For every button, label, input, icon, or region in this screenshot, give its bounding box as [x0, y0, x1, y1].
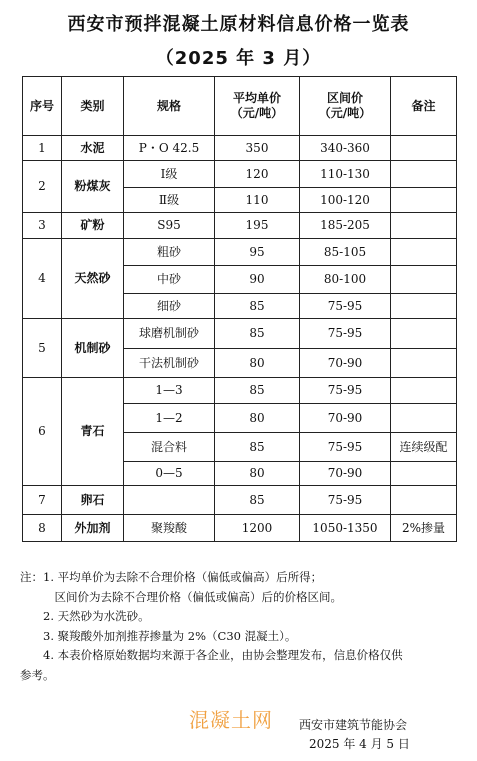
table-body — [23, 136, 457, 542]
table-row — [23, 161, 457, 188]
cell-avg-price: 85 — [215, 319, 300, 349]
cell-remark — [391, 319, 457, 349]
cell-range-price: 340-360 — [300, 136, 391, 161]
cell-remark — [391, 486, 457, 515]
cell-remark — [391, 349, 457, 378]
price-table — [22, 76, 457, 542]
cell-spec: S95 — [124, 213, 215, 239]
cell-avg-price: 80 — [215, 349, 300, 378]
cell-category: 水泥 — [62, 136, 124, 161]
note-line: 3. 聚羧酸外加剂推荐掺量为 2%（C30 混凝土）。 — [20, 628, 297, 643]
header-range-price-unit: （元/吨） — [318, 106, 372, 120]
table-row — [23, 486, 457, 515]
cell-seq: 3 — [23, 213, 62, 239]
cell-seq: 8 — [23, 515, 62, 542]
cell-range-price: 75-95 — [300, 294, 391, 319]
note-line: 2. 天然砂为水洗砂。 — [20, 609, 150, 623]
cell-spec: Ⅰ级 — [124, 161, 215, 188]
cell-avg-price: 85 — [215, 378, 300, 404]
note-line: 4. 本表价格原始数据均来源于各企业，由协会整理发布，信息价格仅供 — [20, 648, 403, 662]
cell-range-price: 100-120 — [300, 188, 391, 213]
table-row — [23, 378, 457, 404]
cell-spec: 混合料 — [124, 433, 215, 462]
table-row — [23, 515, 457, 542]
cell-avg-price: 80 — [215, 404, 300, 433]
header-spec: 规格 — [124, 77, 215, 136]
cell-seq: 4 — [23, 239, 62, 319]
header-range-price-label: 区间价 — [326, 91, 363, 105]
cell-avg-price: 85 — [215, 433, 300, 462]
cell-avg-price: 80 — [215, 462, 300, 486]
cell-avg-price: 85 — [215, 486, 300, 515]
cell-seq: 2 — [23, 161, 62, 213]
cell-remark — [391, 266, 457, 294]
cell-category: 卵石 — [62, 486, 124, 515]
cell-remark — [391, 462, 457, 486]
cell-spec: P・O 42.5 — [124, 136, 215, 161]
cell-range-price: 75-95 — [300, 433, 391, 462]
cell-range-price: 1050-1350 — [300, 515, 391, 542]
cell-spec: Ⅱ级 — [124, 188, 215, 213]
cell-category: 天然砂 — [62, 239, 124, 319]
cell-range-price: 80-100 — [300, 266, 391, 294]
table-row — [23, 136, 457, 161]
header-avg-price-label: 平均单价 — [232, 91, 281, 105]
cell-avg-price: 90 — [215, 266, 300, 294]
note-line: 区间价为去除不合理价格（偏低或偏高）后的价格区间。 — [20, 589, 342, 604]
cell-category: 机制砂 — [62, 319, 124, 378]
publish-date: 2025 年 4 月 5 日 — [309, 737, 410, 751]
organization-name: 西安市建筑节能协会 — [299, 718, 408, 732]
cell-remark — [391, 378, 457, 404]
cell-range-price: 75-95 — [300, 319, 391, 349]
cell-range-price: 85-105 — [300, 239, 391, 266]
header-avg-price-unit: （元/吨） — [230, 106, 284, 120]
cell-spec: 球磨机制砂 — [124, 319, 215, 349]
cell-avg-price: 85 — [215, 294, 300, 319]
cell-spec: 中砂 — [124, 266, 215, 294]
cell-category: 粉煤灰 — [62, 161, 124, 213]
cell-range-price: 70-90 — [300, 462, 391, 486]
cell-range-price: 70-90 — [300, 349, 391, 378]
cell-remark — [391, 294, 457, 319]
cell-remark: 连续级配 — [391, 433, 457, 462]
cell-range-price: 185-205 — [300, 213, 391, 239]
cell-avg-price: 110 — [215, 188, 300, 213]
cell-spec: 聚羧酸 — [124, 515, 215, 542]
cell-category: 外加剂 — [62, 515, 124, 542]
table-row — [23, 213, 457, 239]
cell-remark — [391, 404, 457, 433]
cell-range-price: 75-95 — [300, 486, 391, 515]
note-line: 注：1. 平均单价为去除不合理价格（偏低或偏高）后所得； — [20, 570, 323, 584]
cell-remark — [391, 161, 457, 188]
cell-seq: 5 — [23, 319, 62, 378]
cell-spec: 粗砂 — [124, 239, 215, 266]
cell-avg-price: 120 — [215, 161, 300, 188]
header-range-price — [300, 77, 391, 136]
cell-category: 青石 — [62, 378, 124, 486]
cell-avg-price: 1200 — [215, 515, 300, 542]
cell-avg-price: 95 — [215, 239, 300, 266]
brand-logo: 混凝土网 — [189, 708, 273, 732]
cell-spec — [124, 486, 215, 515]
cell-seq: 6 — [23, 378, 62, 486]
table-row — [23, 319, 457, 349]
cell-range-price: 75-95 — [300, 378, 391, 404]
cell-remark — [391, 136, 457, 161]
cell-spec: 1—3 — [124, 378, 215, 404]
cell-avg-price: 350 — [215, 136, 300, 161]
cell-seq: 7 — [23, 486, 62, 515]
cell-remark: 2%掺量 — [391, 515, 457, 542]
table-row — [23, 239, 457, 266]
header-remark: 备注 — [391, 77, 457, 136]
cell-remark — [391, 239, 457, 266]
cell-range-price: 110-130 — [300, 161, 391, 188]
cell-category: 矿粉 — [62, 213, 124, 239]
cell-spec: 细砂 — [124, 294, 215, 319]
header-avg-price — [215, 77, 300, 136]
page-subtitle: （2025 年 3 月） — [155, 48, 322, 69]
cell-spec: 干法机制砂 — [124, 349, 215, 378]
cell-avg-price: 195 — [215, 213, 300, 239]
cell-remark — [391, 188, 457, 213]
cell-spec: 0—5 — [124, 462, 215, 486]
table-header-row — [23, 77, 457, 136]
page-title: 西安市预拌混凝土原材料信息价格一览表 — [67, 14, 410, 35]
cell-range-price: 70-90 — [300, 404, 391, 433]
notes-section — [20, 568, 460, 685]
header-seq: 序号 — [23, 77, 62, 136]
cell-spec: 1—2 — [124, 404, 215, 433]
cell-seq: 1 — [23, 136, 62, 161]
note-line: 参考。 — [20, 667, 55, 682]
cell-remark — [391, 213, 457, 239]
header-category: 类别 — [62, 77, 124, 136]
